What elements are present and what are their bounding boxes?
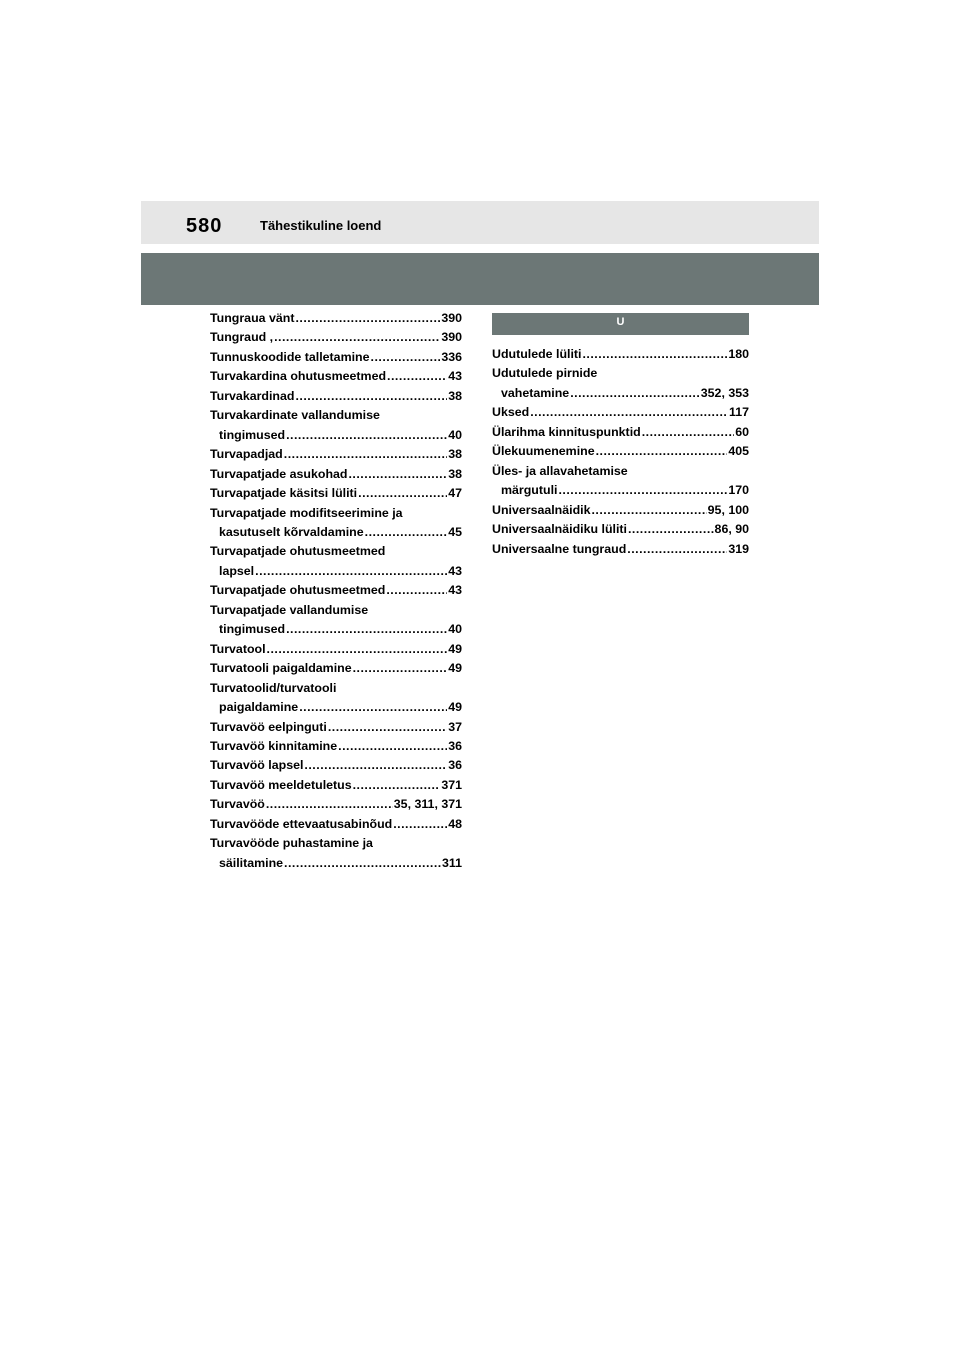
index-page-ref: 43 [448, 563, 462, 578]
dot-leader [386, 581, 447, 600]
dot-leader [371, 348, 441, 367]
index-entry [210, 542, 462, 581]
index-term: lapsel [219, 563, 255, 578]
header-band [141, 253, 819, 305]
index-page-ref: 49 [448, 641, 462, 656]
index-page-ref: 43 [448, 369, 462, 384]
index-entry-line [210, 620, 462, 639]
index-entry [492, 364, 749, 403]
index-entry-line [492, 462, 749, 481]
index-entry-line [210, 737, 462, 756]
index-entry-line [210, 542, 462, 561]
index-entry [210, 659, 462, 678]
index-term: Turvapatjade modifitseerimine ja [210, 505, 403, 520]
index-entry-line [210, 640, 462, 659]
index-term: Tunnuskoodide talletamine [210, 349, 370, 364]
index-entry-line [210, 465, 462, 484]
dot-leader [274, 328, 440, 347]
index-entry [210, 718, 462, 737]
index-term: Universaalne tungraud [492, 541, 627, 556]
index-term: tingimused [219, 427, 286, 442]
index-term: Turvavööde puhastamine ja [210, 836, 373, 851]
index-entry-line [210, 367, 462, 386]
index-entry-line [210, 659, 462, 678]
dot-leader [591, 501, 706, 520]
index-column-right [492, 309, 749, 559]
index-entry [210, 309, 462, 328]
index-entry-line [492, 345, 749, 364]
index-entry-line [492, 481, 749, 500]
index-entry [492, 442, 749, 461]
index-entry-line [210, 328, 462, 347]
index-term: Turvapatjade vallandumise [210, 602, 369, 617]
index-entry-line [210, 834, 462, 853]
index-page-ref: 371 [441, 777, 462, 792]
index-term: kasutuselt kõrvaldamine [219, 524, 364, 539]
dot-leader [295, 309, 440, 328]
index-entry-line [210, 718, 462, 737]
index-entry-line [210, 504, 462, 523]
dot-leader [328, 718, 447, 737]
index-term: Turvakardinate vallandumise [210, 408, 380, 423]
header-bar [141, 201, 819, 244]
index-entry [210, 445, 462, 464]
index-term: Turvapatjade käsitsi lüliti [210, 486, 358, 501]
index-entry [210, 348, 462, 367]
index-entry [492, 462, 749, 501]
index-page-ref: 43 [448, 583, 462, 598]
index-page-ref: 49 [448, 700, 462, 715]
index-entry-line [492, 442, 749, 461]
index-page-ref: 48 [448, 816, 462, 831]
index-page-ref: 60 [735, 424, 749, 439]
index-page-ref: 35, 311, 371 [393, 797, 462, 812]
dot-leader [304, 756, 447, 775]
index-entry-line [210, 387, 462, 406]
index-entry-line [210, 426, 462, 445]
dot-leader [286, 620, 447, 639]
index-term: Turvapatjade ohutusmeetmed [210, 583, 386, 598]
index-entry [210, 756, 462, 775]
index-entry [210, 679, 462, 718]
index-entry [492, 345, 749, 364]
index-entry-line [492, 384, 749, 403]
index-term: Tungraud , [210, 330, 274, 345]
index-term: märgutuli [501, 483, 558, 498]
section-title: Tähestikuline loend [260, 218, 382, 233]
dot-leader [582, 345, 727, 364]
index-term: paigaldamine [219, 700, 299, 715]
index-entry-line [492, 520, 749, 539]
index-term: Turvatooli paigaldamine [210, 661, 352, 676]
dot-leader [353, 776, 441, 795]
dot-leader [255, 562, 447, 581]
index-term: Turvatoolid/turvatooli [210, 680, 337, 695]
dot-leader [570, 384, 700, 403]
index-entry-line [210, 698, 462, 717]
index-page-ref: 45 [448, 524, 462, 539]
index-entry [210, 815, 462, 834]
index-page-ref: 36 [448, 758, 462, 773]
dot-leader [299, 698, 447, 717]
index-page-ref: 37 [448, 719, 462, 734]
index-page-ref: 47 [448, 486, 462, 501]
index-entry [210, 776, 462, 795]
dot-leader [284, 445, 447, 464]
index-term: Udutulede pirnide [492, 366, 598, 381]
index-term: Turvapatjade ohutusmeetmed [210, 544, 386, 559]
index-page-ref: 170 [728, 483, 749, 498]
index-entry-line [210, 562, 462, 581]
index-entry [492, 520, 749, 539]
index-page-ref: 38 [448, 447, 462, 462]
index-term: Ülarihma kinnituspunktid [492, 424, 641, 439]
index-term: Turvavööde ettevaatusabinõud [210, 816, 393, 831]
index-page-ref: 390 [441, 311, 462, 325]
index-page-ref: 40 [448, 427, 462, 442]
index-column-left [210, 309, 462, 873]
index-entry-line [492, 364, 749, 383]
index-entry-line [210, 309, 462, 328]
index-entry-line [210, 523, 462, 542]
index-entry [210, 328, 462, 347]
index-page-ref: 336 [441, 349, 462, 364]
index-entry-line [492, 501, 749, 520]
index-entry-line [210, 484, 462, 503]
index-term: Turvapadjad [210, 447, 283, 462]
index-entry-line [492, 403, 749, 422]
index-term: Universaalnäidiku lüliti [492, 522, 627, 537]
index-entry-line [210, 679, 462, 698]
index-page-ref: 311 [442, 855, 462, 870]
index-entry [492, 501, 749, 520]
index-entry-line [210, 776, 462, 795]
index-page-ref: 319 [728, 541, 749, 556]
index-page-ref: 352, 353 [700, 385, 749, 400]
index-page-ref: 180 [728, 347, 749, 361]
index-term: Turvatool [210, 641, 266, 656]
index-term: Uksed [492, 405, 530, 420]
dot-leader [365, 523, 448, 542]
index-entry-line [210, 445, 462, 464]
index-term: säilitamine [219, 855, 284, 870]
dot-leader [627, 540, 727, 559]
index-page-ref: 86, 90 [714, 522, 749, 537]
dot-leader [295, 387, 447, 406]
dot-leader [266, 795, 393, 814]
dot-leader [393, 815, 447, 834]
page-number: 580 [186, 215, 223, 237]
index-term: Ülekuumenemine [492, 444, 595, 459]
index-entry [210, 737, 462, 756]
index-term: Turvavöö eelpinguti [210, 719, 327, 734]
index-entry-line [210, 756, 462, 775]
dot-leader [286, 426, 447, 445]
index-entry [210, 484, 462, 503]
dot-leader [558, 481, 727, 500]
index-entry [492, 423, 749, 442]
index-term: Udutulede lüliti [492, 347, 582, 361]
index-entry [210, 601, 462, 640]
index-page-ref: 405 [728, 444, 749, 459]
dot-leader [642, 423, 735, 442]
dot-leader [284, 854, 441, 873]
index-term: tingimused [219, 622, 286, 637]
index-page-ref: 390 [441, 330, 462, 345]
index-term: Universaalnäidik [492, 502, 591, 517]
index-page-ref: 38 [448, 466, 462, 481]
index-term: Turvavöö [210, 797, 265, 812]
index-term: vahetamine [501, 385, 570, 400]
index-page-ref: 49 [448, 661, 462, 676]
index-entry [210, 387, 462, 406]
dot-leader [358, 484, 447, 503]
index-term: Tungraua vänt [210, 311, 295, 325]
index-term: Turvavöö meeldetuletus [210, 777, 352, 792]
dot-leader [530, 403, 728, 422]
index-term: Turvakardina ohutusmeetmed [210, 369, 387, 384]
dot-leader [628, 520, 714, 539]
section-letter-heading: U [492, 313, 749, 335]
dot-leader [267, 640, 448, 659]
index-entry [210, 795, 462, 814]
index-entry [210, 640, 462, 659]
index-term: Turvavöö lapsel [210, 758, 304, 773]
index-entry [210, 465, 462, 484]
index-entry-line [210, 406, 462, 425]
index-page-ref: 38 [448, 388, 462, 403]
index-entry-line [210, 795, 462, 814]
index-page-ref: 95, 100 [707, 502, 749, 517]
index-entry-line [210, 854, 462, 873]
index-entry-line [210, 348, 462, 367]
index-entry-line [492, 423, 749, 442]
index-term: Üles- ja allavahetamise [492, 463, 628, 478]
index-term: Turvavöö kinnitamine [210, 738, 338, 753]
dot-leader [387, 367, 447, 386]
dot-leader [348, 465, 447, 484]
index-entry-line [210, 601, 462, 620]
dot-leader [338, 737, 447, 756]
index-entry [210, 406, 462, 445]
dot-leader [353, 659, 448, 678]
index-term: Turvakardinad [210, 388, 295, 403]
index-entry [210, 504, 462, 543]
index-entry-line [210, 815, 462, 834]
dot-leader [596, 442, 728, 461]
index-entry-line [210, 581, 462, 600]
index-entry-line [492, 540, 749, 559]
index-page-ref: 40 [448, 622, 462, 637]
index-entry [210, 581, 462, 600]
index-page-ref: 36 [448, 738, 462, 753]
index-entry [210, 834, 462, 873]
index-page-ref: 117 [729, 405, 749, 420]
index-entry [210, 367, 462, 386]
index-entry [492, 540, 749, 559]
index-term: Turvapatjade asukohad [210, 466, 348, 481]
index-entry [492, 403, 749, 422]
